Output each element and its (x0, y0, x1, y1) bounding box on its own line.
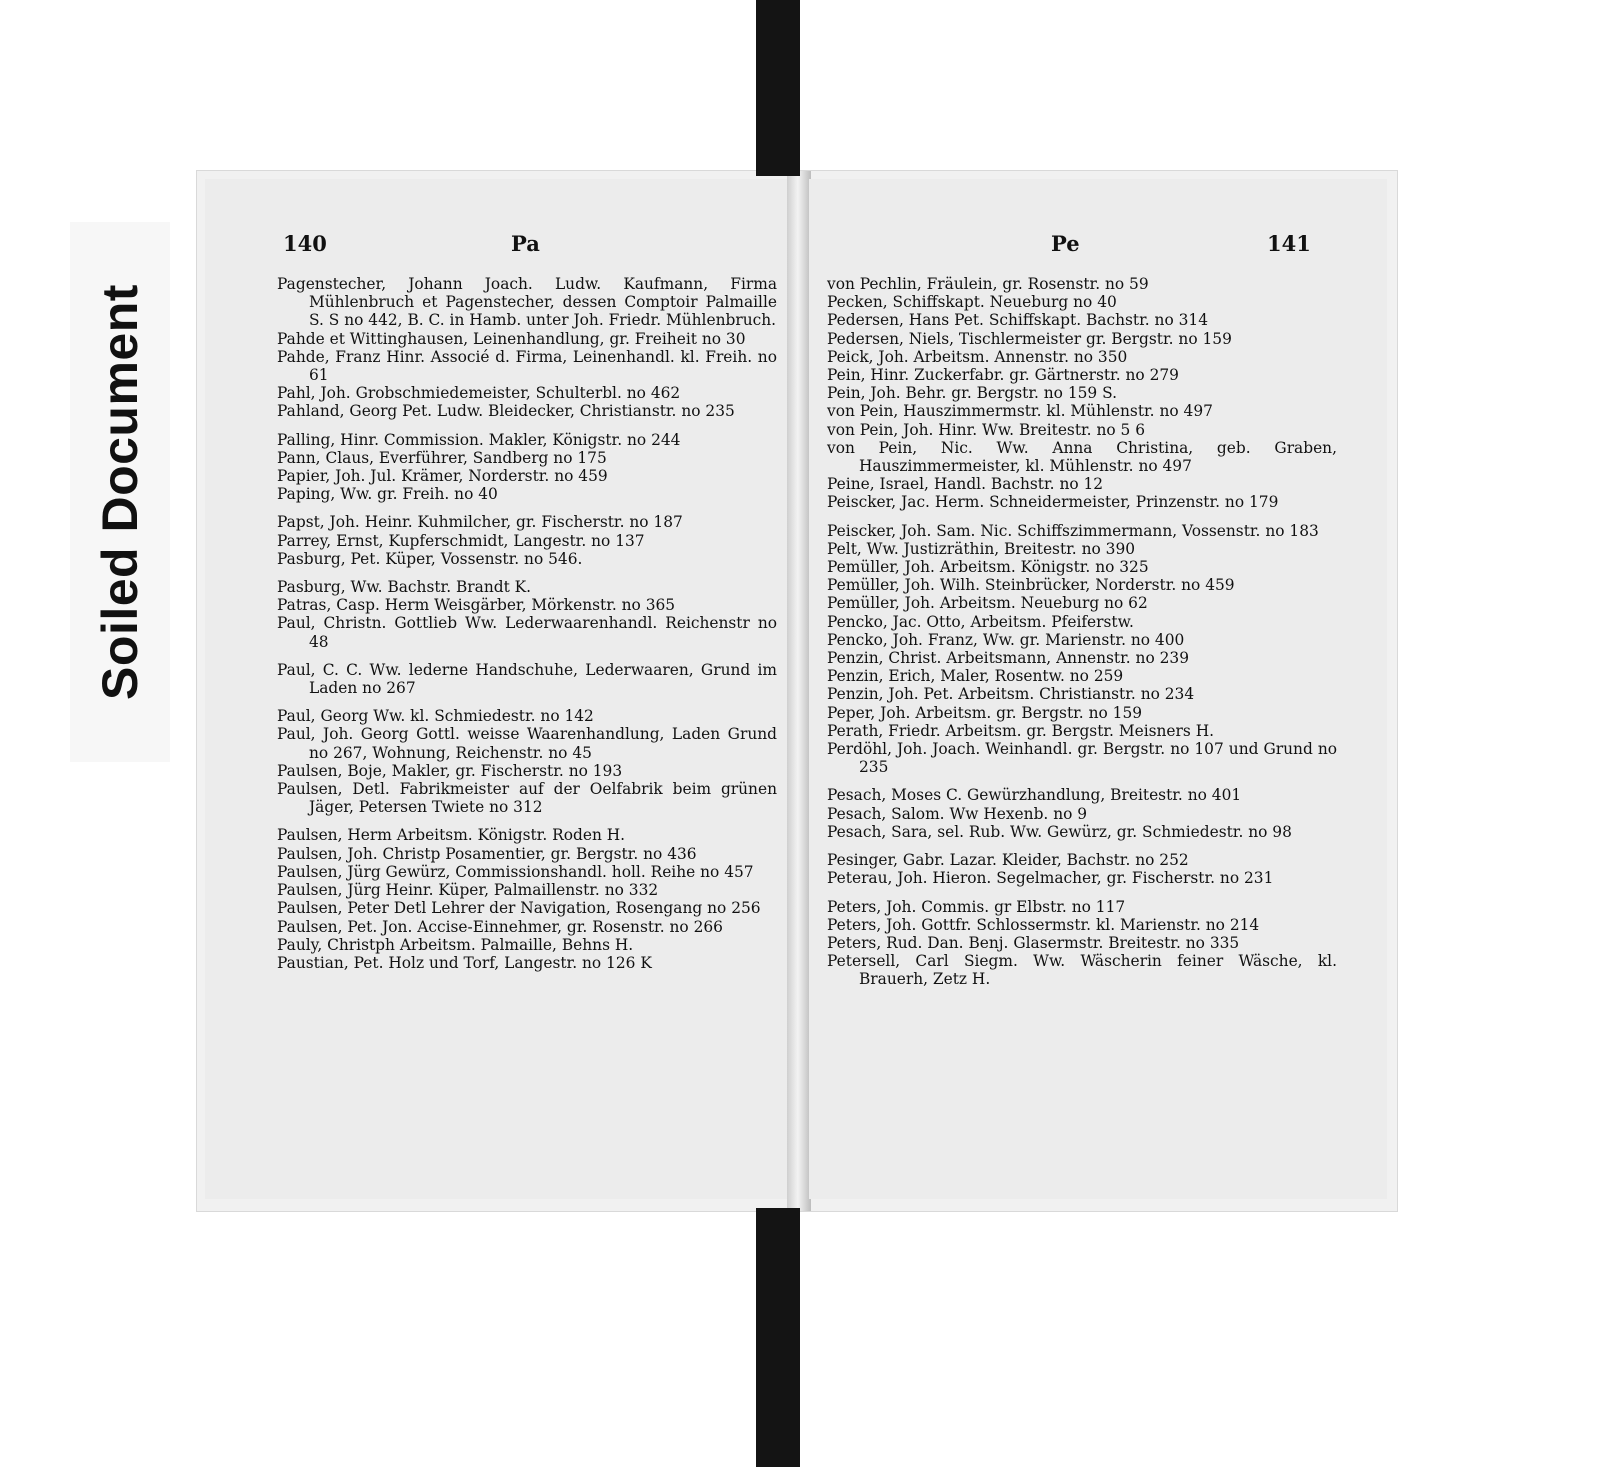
list-item: Paul, Christn. Gottlieb Ww. Lederwaarenhandl. Reichenstr no 48 (277, 614, 777, 651)
list-item: Pencko, Jac. Otto, Arbeitsm. Pfeiferstw. (827, 612, 1134, 631)
list-item: von Pein, Nic. Ww. Anna Christina, geb. Graben, Hauszimmermeister, kl. Mühlenstr. no 497 (827, 438, 1337, 476)
list-item: Pasburg, Ww. Bachstr. Brandt K. (277, 578, 532, 597)
list-item: Peine, Israel, Handl. Bachstr. no 12 (827, 475, 1104, 494)
list-item: von Pein, Joh. Hinr. Ww. Breitestr. no 5 6 (827, 420, 1146, 439)
list-item: Penzin, Erich, Maler, Rosentw. no 259 (827, 667, 1124, 686)
list-item: Paping, Ww. gr. Freih. no 40 (277, 485, 498, 504)
list-item: Paustian, Pet. Holz und Torf, Langestr. no 126 K (277, 953, 652, 972)
list-item: Pann, Claus, Everführer, Sandberg no 175 (277, 448, 607, 467)
list-item: Paulsen, Jürg Heinr. Küper, Palmaillenstr. no 332 (277, 881, 659, 900)
list-item: Pesach, Salom. Ww Hexenb. no 9 (827, 804, 1088, 823)
list-item: Paulsen, Peter Detl Lehrer der Navigation, Rosengang no 256 (277, 899, 761, 918)
list-item: Peper, Joh. Arbeitsm. gr. Bergstr. no 159 (827, 703, 1143, 722)
list-item: Pahde et Wittinghausen, Leinenhandlung, gr. Freiheit no 30 (277, 329, 746, 348)
list-item: Pasburg, Pet. Küper, Vossenstr. no 546. (277, 549, 583, 568)
list-item: Pahde, Franz Hinr. Associé d. Firma, Leinenhandl. kl. Freih. no 61 (277, 347, 777, 385)
left-entry-list (277, 275, 777, 972)
list-item: von Pechlin, Fräulein, gr. Rosenstr. no 59 (827, 275, 1149, 293)
book-spine (787, 171, 811, 1211)
list-item: Pein, Hinr. Zuckerfabr. gr. Gärtnerstr. no 279 (827, 366, 1179, 385)
list-item: Palling, Hinr. Commission. Makler, Königstr. no 244 (277, 430, 681, 449)
list-item: Pesach, Sara, sel. Rub. Ww. Gewürz, gr. Schmiedestr. no 98 (827, 822, 1292, 841)
list-item: Paulsen, Boje, Makler, gr. Fischerstr. no 193 (277, 761, 623, 780)
list-item: Penzin, Christ. Arbeitsmann, Annenstr. no 239 (827, 649, 1190, 668)
list-item: Papier, Joh. Jul. Krämer, Norderstr. no 459 (277, 467, 608, 486)
list-item: Peick, Joh. Arbeitsm. Annenstr. no 350 (827, 347, 1128, 366)
left-page-heading: Pa (511, 231, 540, 256)
list-item: Perath, Friedr. Arbeitsm. gr. Bergstr. Meisners H. (827, 721, 1215, 740)
list-item: Pesinger, Gabr. Lazar. Kleider, Bachstr. no 252 (827, 851, 1189, 870)
book-spread (196, 170, 1398, 1212)
list-item: Pein, Joh. Behr. gr. Bergstr. no 159 S. (827, 384, 1117, 403)
list-item: Pelt, Ww. Justizräthin, Breitestr. no 390 (827, 539, 1136, 558)
list-item: Paul, Joh. Georg Gottl. weisse Waarenhandlung, Laden Grund no 267, Wohnung, Reichenstr. no 45 (277, 725, 777, 762)
binding-strip-bottom (756, 1208, 800, 1467)
list-item: von Pein, Hauszimmermstr. kl. Mühlenstr. no 497 (827, 402, 1213, 421)
list-item: Paulsen, Joh. Christp Posamentier, gr. Bergstr. no 436 (277, 844, 697, 863)
list-item: Petersell, Carl Siegm. Ww. Wäscherin feiner Wäsche, kl. Brauerh, Zetz H. (827, 952, 1337, 989)
list-item: Pedersen, Niels, Tischlermeister gr. Bergstr. no 159 (827, 329, 1232, 348)
list-item: Paul, C. C. Ww. lederne Handschuhe, Lederwaaren, Grund im Laden no 267 (277, 660, 777, 698)
right-page-number: 141 (1267, 231, 1311, 256)
list-item: Patras, Casp. Herm Weisgärber, Mörkenstr. no 365 (277, 596, 676, 615)
list-item: Pemüller, Joh. Arbeitsm. Neueburg no 62 (827, 594, 1148, 613)
list-item: Parrey, Ernst, Kupferschmidt, Langestr. no 137 (277, 531, 645, 550)
list-item: Pagenstecher, Johann Joach. Ludw. Kaufmann, Firma Mühlenbruch et Pagenstecher, dessen Comptoir Palmaille S. S no 442, B. C. in Hamb. unter Joh. Friedr. Mühlenbruch. (277, 275, 777, 330)
left-page-number: 140 (283, 231, 327, 256)
list-item: Pedersen, Hans Pet. Schiffskapt. Bachstr. no 314 (827, 311, 1208, 330)
binding-strip-top (756, 0, 800, 176)
list-item: Perdöhl, Joh. Joach. Weinhandl. gr. Bergstr. no 107 und Grund no 235 (827, 740, 1337, 777)
list-item: Papst, Joh. Heinr. Kuhmilcher, gr. Fischerstr. no 187 (277, 513, 683, 532)
list-item: Pahl, Joh. Grobschmiedemeister, Schulterbl. no 462 (277, 384, 681, 403)
soiled-document-label (70, 222, 170, 762)
list-item: Penzin, Joh. Pet. Arbeitsm. Christianstr. no 234 (827, 685, 1195, 704)
list-item: Peiscker, Joh. Sam. Nic. Schiffszimmermann, Vossenstr. no 183 (827, 521, 1319, 540)
list-item: Peterau, Joh. Hieron. Segelmacher, gr. Fischerstr. no 231 (827, 869, 1274, 888)
left-page (205, 179, 789, 1199)
right-entry-list (827, 275, 1337, 989)
list-item: Pemüller, Joh. Arbeitsm. Königstr. no 325 (827, 558, 1149, 577)
list-item: Peters, Joh. Commis. gr Elbstr. no 117 (827, 897, 1126, 916)
list-item: Pesach, Moses C. Gewürzhandlung, Breitestr. no 401 (827, 786, 1242, 805)
right-page (809, 179, 1387, 1199)
list-item: Pahland, Georg Pet. Ludw. Bleidecker, Christianstr. no 235 (277, 402, 735, 421)
list-item: Peters, Joh. Gottfr. Schlossermstr. kl. Marienstr. no 214 (827, 915, 1260, 934)
soiled-document-text: Soiled Document (92, 284, 148, 700)
list-item: Paulsen, Detl. Fabrikmeister auf der Oelfabrik beim grünen Jäger, Petersen Twiete no 312 (277, 780, 777, 817)
list-item: Pencko, Joh. Franz, Ww. gr. Marienstr. no 400 (827, 630, 1185, 649)
list-item: Paulsen, Pet. Jon. Accise-Einnehmer, gr. Rosenstr. no 266 (277, 917, 723, 936)
list-item: Paulsen, Jürg Gewürz, Commissionshandl. holl. Reihe no 457 (277, 862, 754, 881)
list-item: Pauly, Christph Arbeitsm. Palmaille, Behns H. (277, 935, 634, 954)
list-item: Peiscker, Jac. Herm. Schneidermeister, Prinzenstr. no 179 (827, 493, 1279, 512)
list-item: Peters, Rud. Dan. Benj. Glasermstr. Breitestr. no 335 (827, 933, 1240, 952)
right-page-heading: Pe (1051, 231, 1080, 256)
list-item: Pemüller, Joh. Wilh. Steinbrücker, Norderstr. no 459 (827, 576, 1235, 595)
list-item: Paul, Georg Ww. kl. Schmiedestr. no 142 (277, 707, 594, 726)
list-item: Pecken, Schiffskapt. Neueburg no 40 (827, 293, 1117, 312)
list-item: Paulsen, Herm Arbeitsm. Königstr. Roden H. (277, 826, 626, 845)
